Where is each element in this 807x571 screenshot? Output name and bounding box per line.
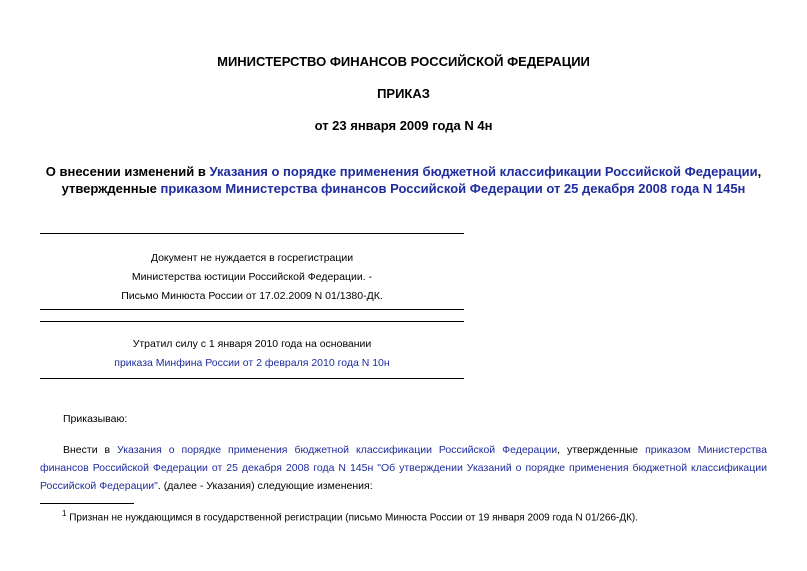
body-paragraph [40,441,767,495]
body-text-start: Внести в [63,444,118,456]
registration-note-line: Письмо Минюста России от 17.02.2009 N 01/1380-ДК. [121,290,383,302]
footnote-marker: 1 [62,509,67,518]
date-number-heading: от 23 января 2009 года N 4н [314,118,493,133]
body-link-instructions[interactable]: Указания о порядке применения бюджетной классификации Российской Федерации [117,444,558,456]
registration-note [40,249,464,306]
divider [40,321,464,322]
body-link-order-145n[interactable]: приказом Министерства финансов Российской Федерации от 25 декабря 2008 года N 145н "Об утверждении Указаний о порядке применения бюджетной классификации Российской Федерации" [40,444,767,492]
registration-note-line: Документ не нуждается в госрегистрации [150,252,354,264]
body-text-mid: , утвержденные [557,444,646,456]
footnote-divider [40,503,134,504]
footnote-text: Признан не нуждающимся в государственной регистрации (письмо Минюста России от 19 января 2009 года N 01/266-ДК). [66,512,639,524]
ministry-heading: МИНИСТЕРСТВО ФИНАНСОВ РОССИЙСКОЙ ФЕДЕРАЦИИ [217,54,590,69]
doc-type-heading: ПРИКАЗ [377,86,430,101]
repeal-order-link[interactable]: приказа Минфина России от 2 февраля 2010 года N 10н [114,357,390,369]
repeal-note [40,335,464,373]
body-text-end: . (далее - Указания) следующие изменения: [157,480,373,492]
repeal-note-line: Утратил силу с 1 января 2010 года на основании [132,338,372,350]
divider [40,233,464,234]
divider [40,309,464,310]
document-title [40,163,767,197]
title-link-instructions[interactable]: Указания о порядке применения бюджетной классификации Российской Федерации [209,164,758,179]
divider [40,378,464,379]
title-link-order-145n[interactable]: приказом Министерства финансов Российской Федерации от 25 декабря 2008 года N 145н [160,181,746,196]
footnote [62,509,638,523]
registration-note-line: Министерства юстиции Российской Федерации. - [131,271,373,283]
title-text-part1: О внесении изменений в [45,164,210,179]
title-text-part2: , утвержденные [61,164,762,196]
order-word: Приказываю: [63,413,128,425]
